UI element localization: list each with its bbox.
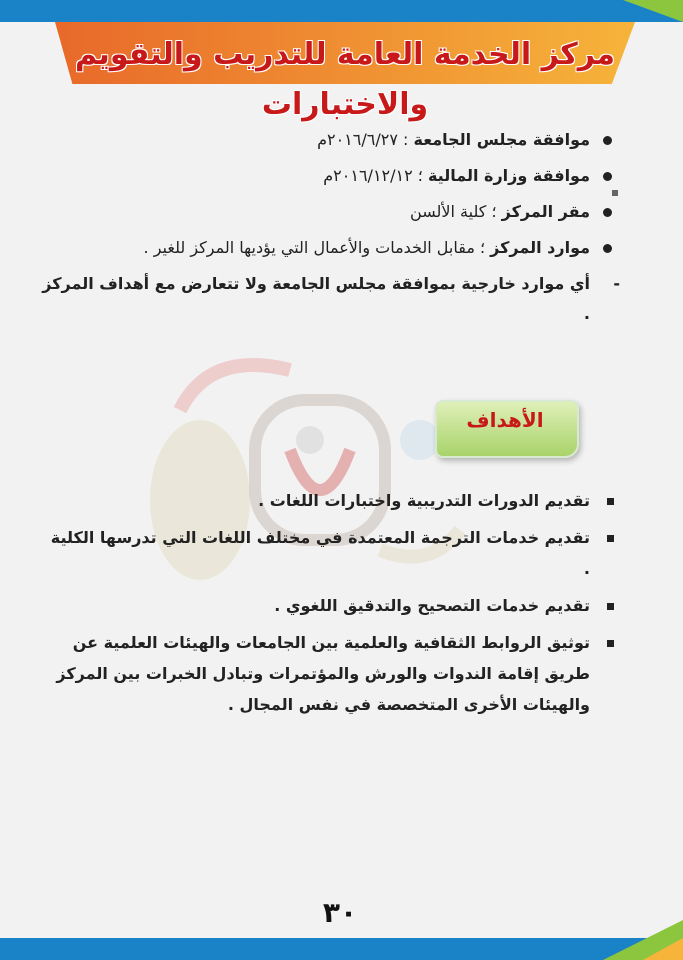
page-title: مركز الخدمة العامة للتدريب والتقويم والاختبارات: [75, 37, 615, 122]
top-blue-bar: [0, 0, 683, 22]
list-item: [40, 125, 620, 155]
list-item: [40, 197, 620, 227]
goals-list: [40, 485, 620, 720]
info-list: [40, 125, 620, 263]
info-value: : ٢٠١٦/٦/٢٧م: [317, 130, 409, 149]
info-label: موافقة مجلس الجامعة: [413, 130, 590, 149]
info-label: مقر المركز: [501, 202, 590, 221]
list-item: [40, 161, 620, 191]
info-label: موافقة وزارة المالية: [427, 166, 590, 185]
goals-section: [40, 485, 620, 726]
goal-item: تقديم خدمات الترجمة المعتمدة في مختلف اللغات التي تدرسها الكلية .: [40, 522, 620, 584]
info-label: موارد المركز: [490, 238, 590, 257]
info-value: ؛ ٢٠١٦/١٢/١٢م: [323, 166, 423, 185]
info-section: [40, 125, 620, 329]
page-number: ٣٠: [322, 896, 358, 929]
goal-item: تقديم الدورات التدريبية واختبارات اللغات .: [40, 485, 620, 516]
list-item: [40, 233, 620, 263]
dash-note: - أي موارد خارجية بموافقة مجلس الجامعة ولا تتعارض مع أهداف المركز .: [40, 269, 620, 329]
info-value: ؛ كلية الألسن: [410, 202, 497, 221]
goals-title: الأهداف: [466, 408, 544, 432]
info-value: ؛ مقابل الخدمات والأعمال التي يؤديها المركز للغير .: [143, 238, 486, 257]
top-green-corner: [623, 0, 683, 22]
goal-item: تقديم خدمات التصحيح والتدقيق اللغوي .: [40, 590, 620, 621]
bottom-blue-bar: [0, 938, 683, 960]
bottom-orange-corner: [643, 938, 683, 960]
goal-item: توثيق الروابط الثقافية والعلمية بين الجامعات والهيئات العلمية عن طريق إقامة الندوات والورش والمؤتمرات وتبادل الخبرات بين المركز والهيئات الأخرى المتخصصة في نفس المجال .: [40, 627, 620, 720]
